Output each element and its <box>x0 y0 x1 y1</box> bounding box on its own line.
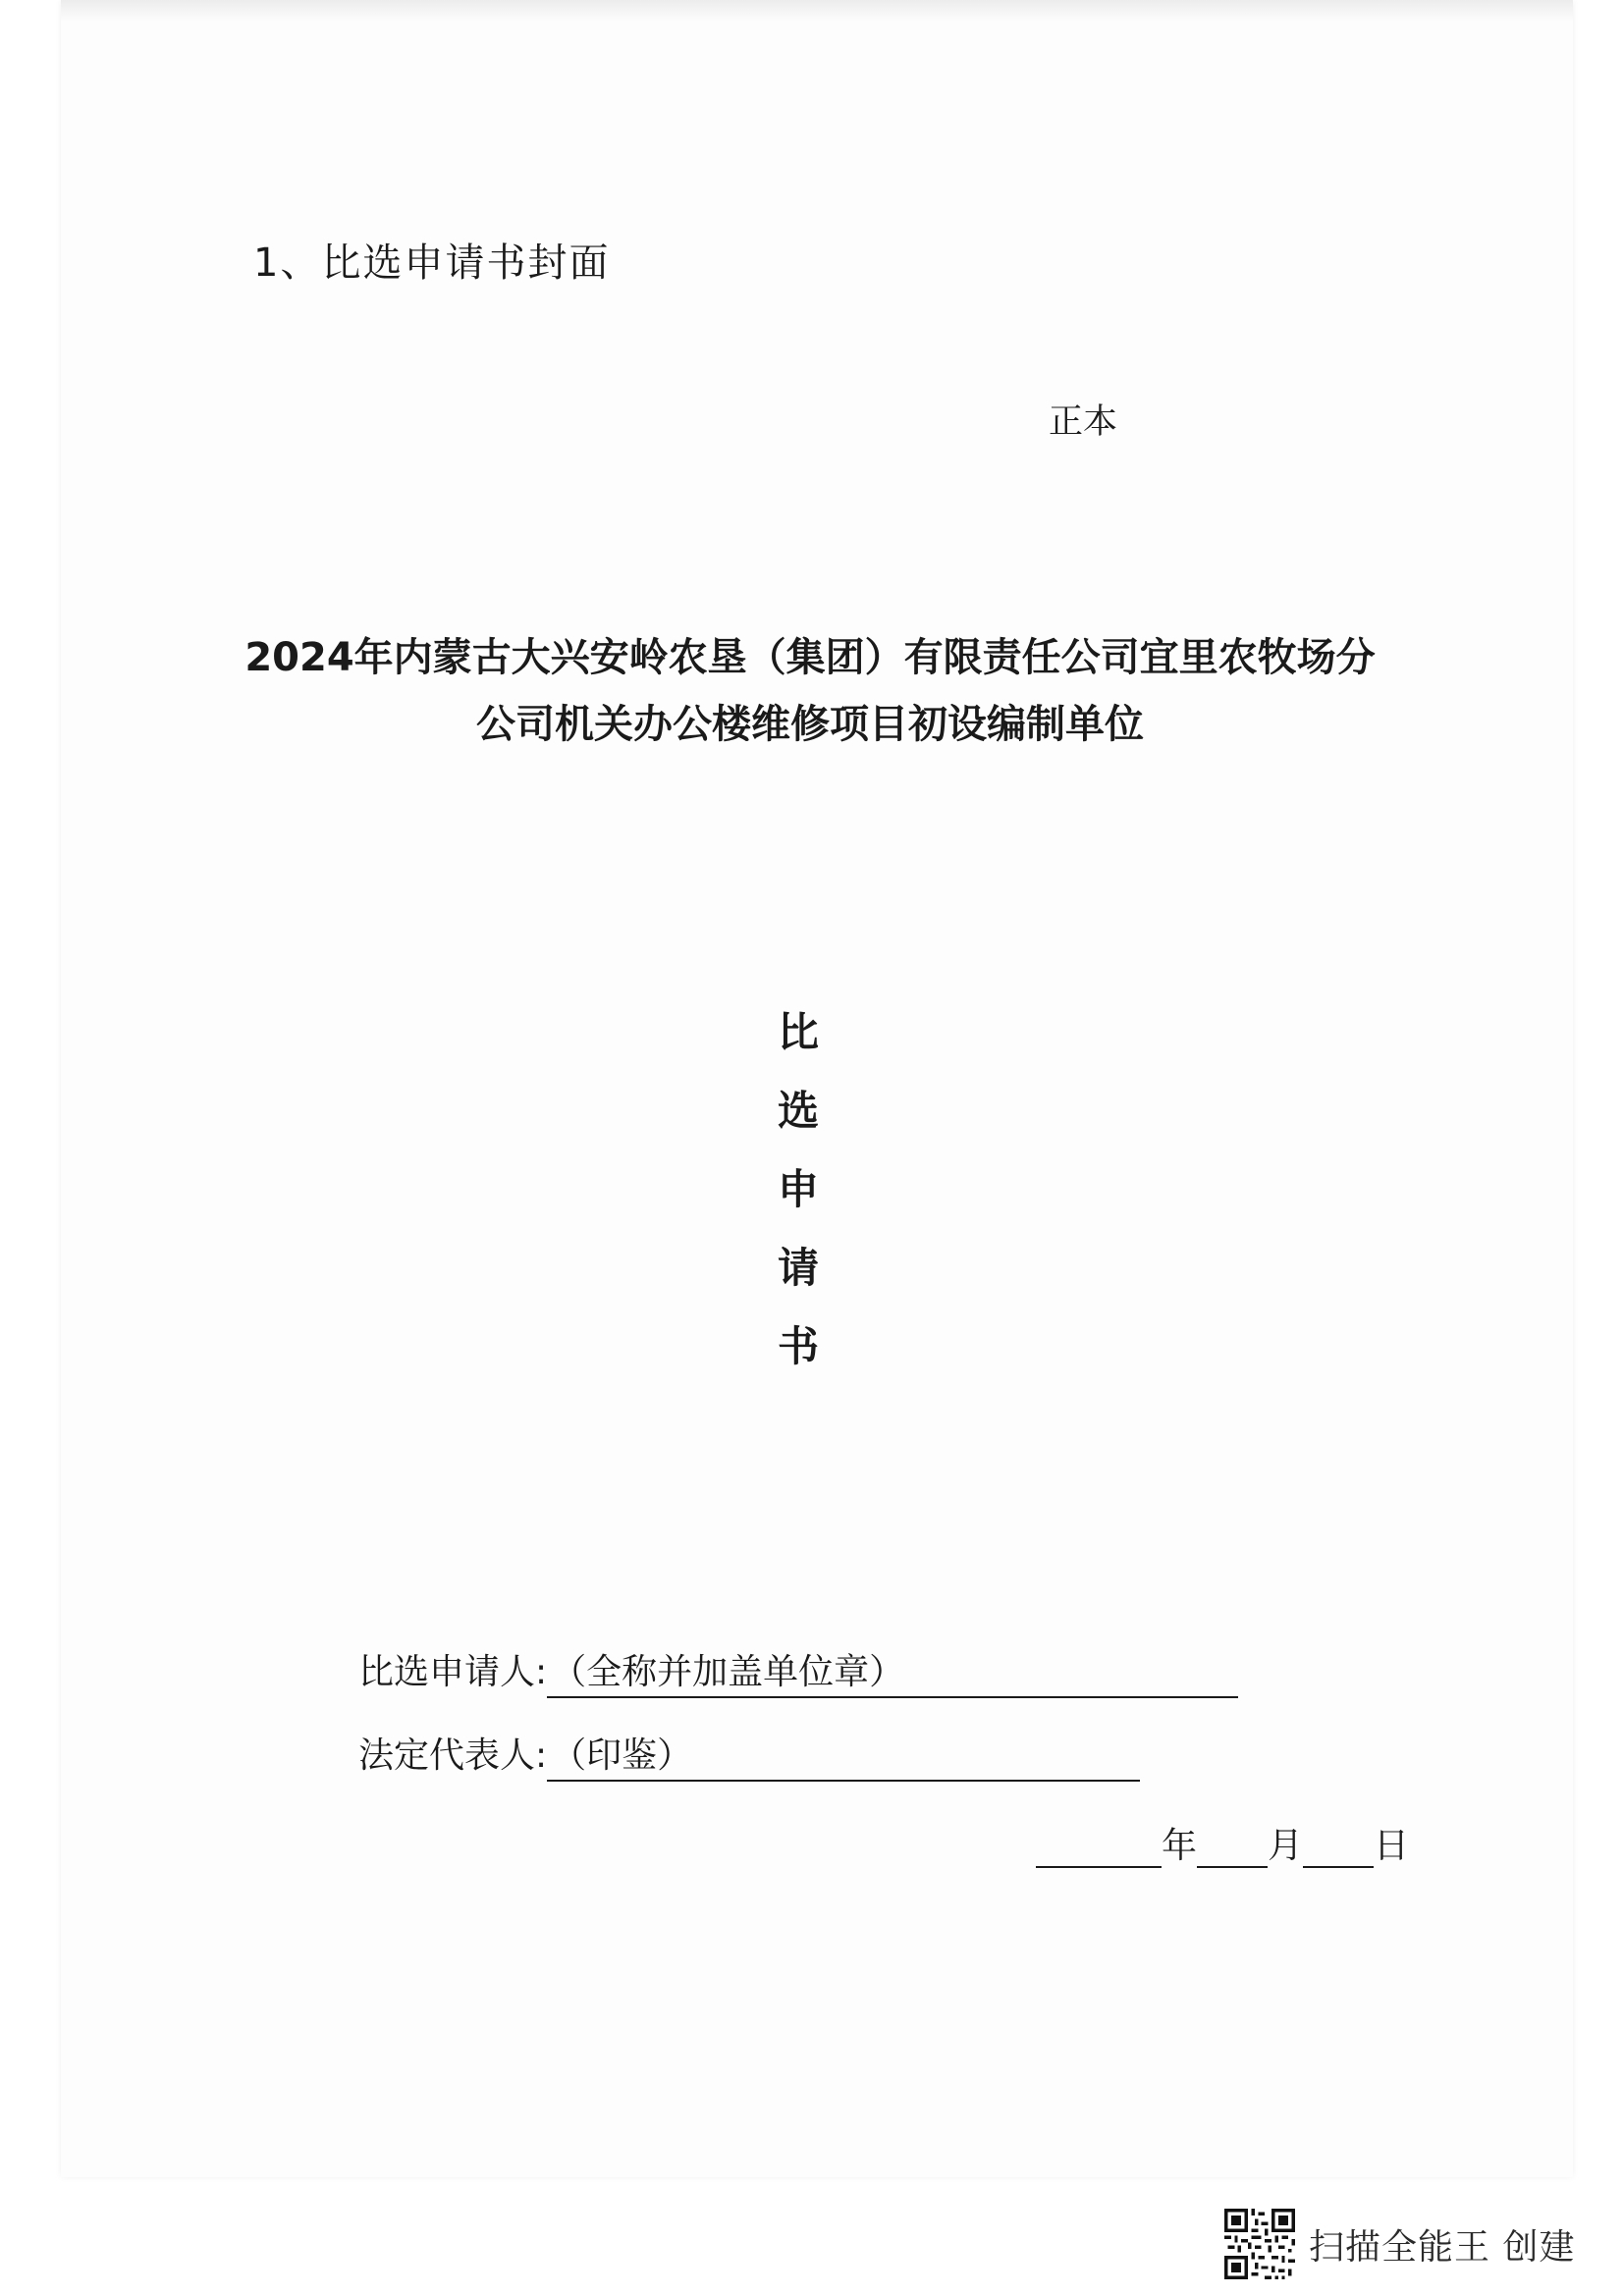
date-line <box>1036 1818 1409 1868</box>
year-label: 年 <box>1162 1826 1198 1866</box>
project-title <box>177 624 1443 758</box>
vertical-title-char: 选 <box>777 1087 819 1135</box>
watermark-text: 扫描全能王 创建 <box>1309 2226 1576 2268</box>
vertical-title-char: 申 <box>777 1165 819 1213</box>
section-heading: 1、比选申请书封面 <box>253 240 611 286</box>
scanner-watermark <box>1224 2209 1575 2279</box>
vertical-title-char: 比 <box>777 1008 819 1056</box>
legal-representative-label: 法定代表人: <box>358 1735 548 1776</box>
vertical-title-char: 请 <box>777 1244 819 1292</box>
scan-shadow <box>61 0 1573 22</box>
applicant-label: 比选申请人: <box>358 1652 548 1692</box>
legal-representative-field <box>358 1728 1140 1782</box>
vertical-title-char: 书 <box>777 1322 819 1370</box>
project-title-line-1: 2024年内蒙古大兴安岭农垦（集团）有限责任公司宜里农牧场分 <box>244 635 1376 680</box>
year-blank <box>1036 1833 1162 1868</box>
copy-type-label: 正本 <box>1049 402 1118 442</box>
applicant-field <box>358 1644 1238 1698</box>
vertical-document-title <box>774 993 823 1386</box>
day-blank <box>1303 1833 1374 1868</box>
month-blank <box>1197 1833 1268 1868</box>
month-label: 月 <box>1268 1826 1304 1866</box>
day-label: 日 <box>1374 1826 1410 1866</box>
applicant-value: （全称并加盖单位章） <box>547 1644 1238 1698</box>
legal-representative-value: （印鉴） <box>547 1728 1140 1782</box>
qr-code-icon <box>1224 2209 1295 2279</box>
project-title-line-2: 公司机关办公楼维修项目初设编制单位 <box>476 702 1144 747</box>
